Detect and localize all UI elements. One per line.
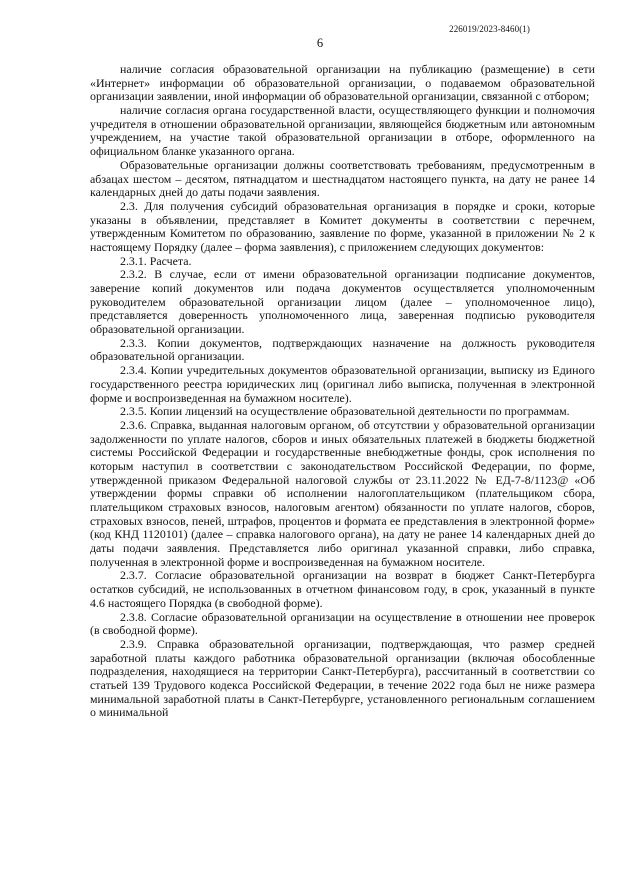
paragraph: 2.3.3. Копии документов, подтверждающих назначение на должность руководителя образовательной организации. — [90, 335, 595, 364]
paragraph: наличие согласия образовательной организации на публикацию (размещение) в сети «Интернет» информации об образовательной организации, о подаваемом образовательной организации заявлении, иной информации об образовательной организации, связанной с отбором; — [90, 62, 595, 104]
paragraph: 2.3.6. Справка, выданная налоговым органом, об отсутствии у образовательной организации задолженности по уплате налогов, сборов и иных обязательных платежей в бюджеты бюджетной системы Российской Федерации и государственные внебюджетные фонды, срок исполнения по которым наступил в соответствии с законодательством Российской Федерации, по форме, утвержденной приказом Федеральной налоговой службы от 23.11.2022 № ЕД-7-8/1123@ «Об утверждении формы справки об исполнении налогоплательщиком (плательщиком сбора, плательщиком страховых взносов, налоговым агентом) обязанности по уплате налогов, сборов, страховых взносов, пеней, штрафов, процентов и формата ее представления в электронной форме» (код КНД 1120101) (далее – справка налогового органа), на дату не ранее 14 календарных дней до даты подачи заявления. Представляется либо оригинал указанной справки, либо справка, полученная в электронной форме и воспроизведенная на бумажном носителе. — [90, 417, 595, 569]
page-number: 6 — [316, 36, 324, 50]
paragraph: 2.3.4. Копии учредительных документов образовательной организации, выписку из Единого государственного реестра юридических лиц (оригинал либо выписка, полученная в электронной форме и воспроизведенная на бумажном носителе). — [90, 363, 595, 405]
paragraph: 2.3.9. Справка образовательной организации, подтверждающая, что размер средней заработной платы каждого работника образовательной организации (включая обособленные подразделения, находящиеся на территории Санкт-Петербурга), рассчитанный в соответствии со статьей 139 Трудового кодекса Российской Федерации, в течение 2022 года был не ниже размера минимальной заработной платы в Санкт-Петербурге, установленного региональным соглашением о минимальной — [90, 636, 595, 720]
paragraph: 2.3. Для получения субсидий образовательная организация в порядке и сроки, которые указаны в объявлении, представляет в Комитет документы в соответствии с перечнем, утвержденным Комитетом по образованию, заявление по форме, указанной в приложении № 2 к настоящему Порядку (далее – форма заявления), с приложением следующих документов: — [90, 198, 595, 254]
paragraph: 2.3.8. Согласие образовательной организации на осуществление в отношении нее проверок (в свободной форме). — [90, 609, 595, 638]
paragraph: 2.3.5. Копии лицензий на осуществление образовательной деятельности по программам. — [120, 404, 570, 419]
document-number: 226019/2023-8460(1) — [449, 24, 530, 34]
paragraph: 2.3.7. Согласие образовательной организации на возврат в бюджет Санкт-Петербурга остатков субсидий, не использованных в отчетном финансовом году, в срок, указанный в пункте 4.6 настоящего Порядка (в свободной форме). — [90, 568, 595, 610]
paragraph: наличие согласия органа государственной власти, осуществляющего функции и полномочия учредителя в отношении образовательной организации, являющейся бюджетным или автономным учреждением, на участие такой образовательной организации в отборе, оформленного на официальном бланке указанного органа. — [90, 103, 595, 159]
paragraph: 2.3.1. Расчета. — [120, 253, 192, 268]
paragraph: Образовательные организации должны соответствовать требованиям, предусмотренным в абзацах шестом – десятом, пятнадцатом и шестнадцатом настоящего пункта, на дату не ранее 14 календарных дней до даты подачи заявления. — [90, 157, 595, 200]
document-body — [90, 63, 595, 720]
paragraph: 2.3.2. В случае, если от имени образовательной организации подписание документов, заверение копий документов или подача документов осуществляется уполномоченным руководителем образовательной организации лицом (далее – уполномоченное лицо), представляется доверенность уполномоченного лица, заверенная подписью руководителя образовательной организации. — [90, 267, 595, 337]
